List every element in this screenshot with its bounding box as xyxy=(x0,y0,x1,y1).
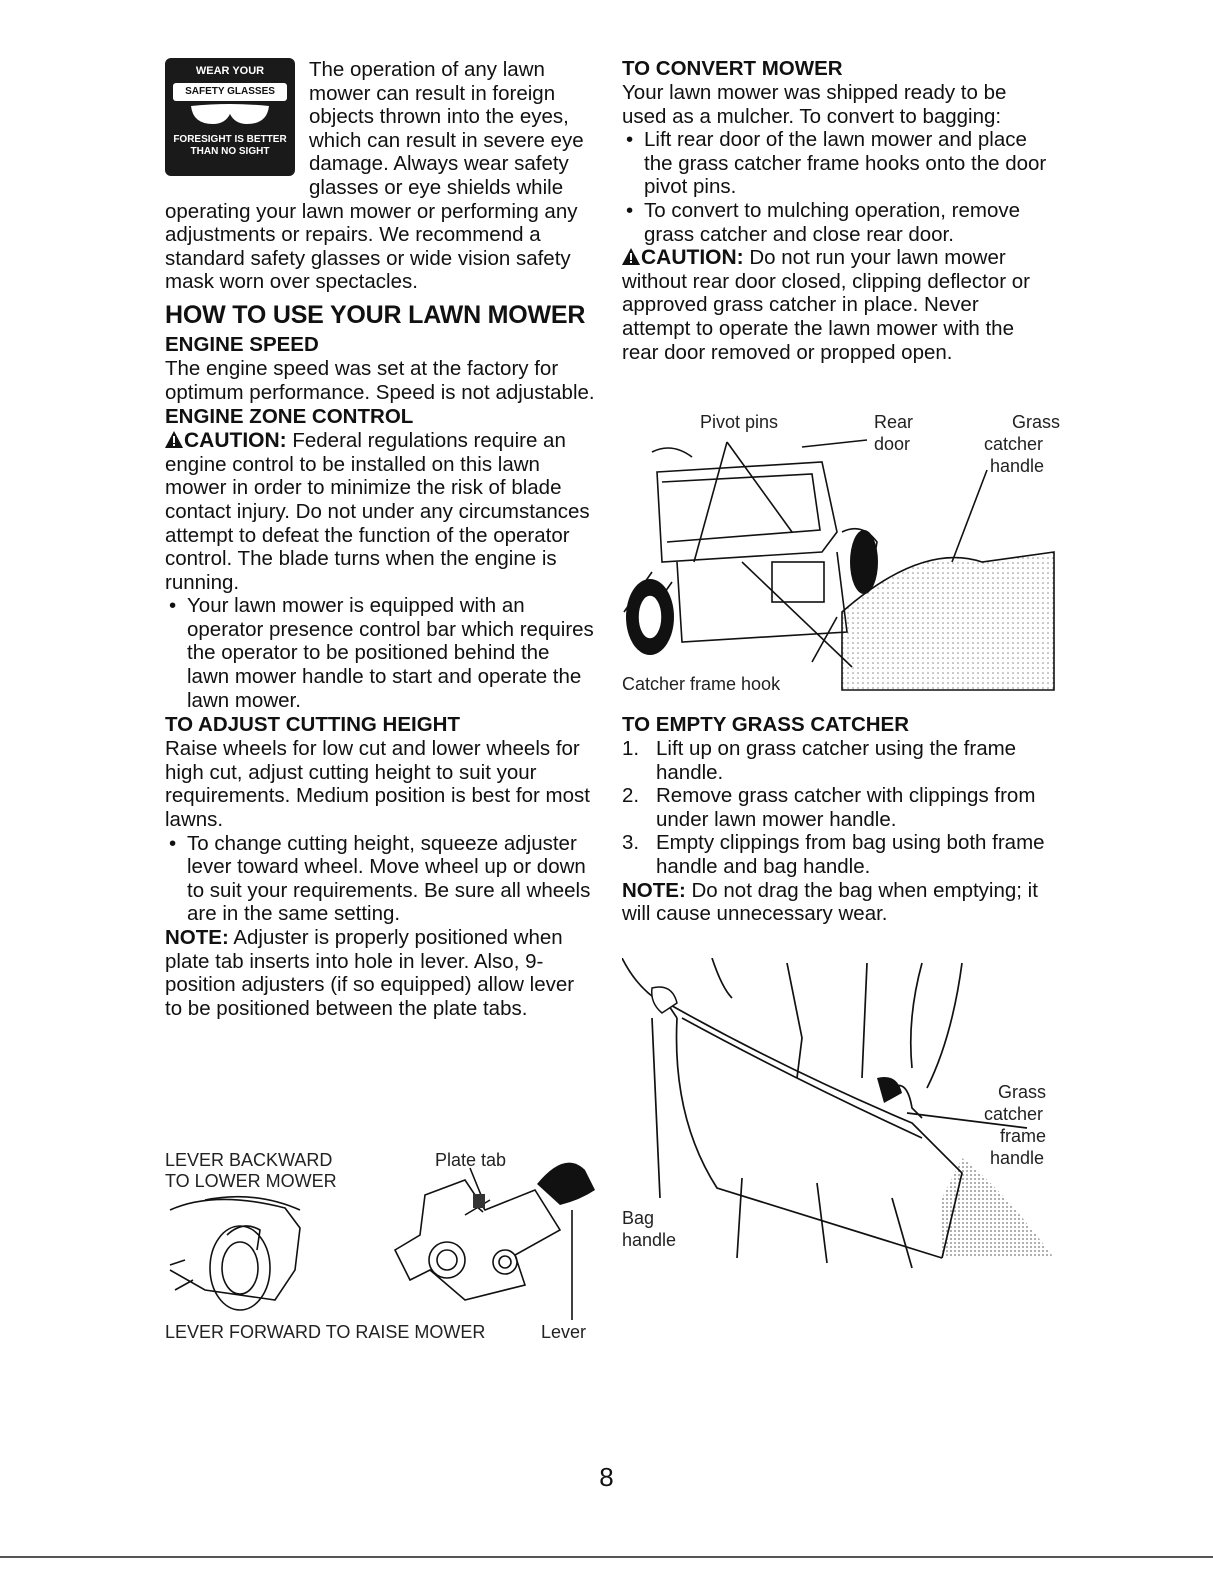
bottom-rule xyxy=(0,1556,1213,1558)
empty-catcher-steps xyxy=(622,737,1052,879)
convert-bullets xyxy=(622,128,1052,246)
label-rear-door-2: door xyxy=(874,434,911,454)
safety-goggles-icon xyxy=(189,104,271,126)
label-grass-catcher-3: handle xyxy=(990,456,1045,476)
label-grass-catcher-2: catcher xyxy=(984,434,1044,454)
intro-paragraph: The operation of any lawn mower can result in foreign objects thrown into the eyes, which can result in severe eye damage. Always wear safety glasses or eye shields while operating your lawn mower or performing any adjustments or repairs. We recommend a standard safety glasses or wide vision safety mask worn over spectacles. xyxy=(165,58,584,294)
list-item: 3. Empty clippings from bag using both frame handle and bag handle. xyxy=(622,831,1045,878)
label-frame-handle-4: handle xyxy=(990,1148,1045,1168)
label-plate-tab: Plate tab xyxy=(435,1150,507,1170)
engine-speed-text: The engine speed was set at the factory for optimum performance. Speed is not adjustable. xyxy=(165,356,595,404)
empty-catcher-note: NOTE: Do not drag the bag when emptying; it will cause unnecessary wear. xyxy=(622,878,1038,926)
label-frame-handle-3: frame xyxy=(1000,1126,1047,1146)
list-item: 2. Remove grass catcher with clippings from under lawn mower handle. xyxy=(622,784,1036,831)
list-item: 1. Lift up on grass catcher using the frame handle. xyxy=(622,737,1017,784)
list-item: • Lift rear door of the lawn mower and place the grass catcher frame hooks onto the door pivot pins. xyxy=(622,128,1052,199)
label-frame-handle-2: catcher xyxy=(984,1104,1044,1124)
left-column xyxy=(165,58,595,1020)
label-lever: Lever xyxy=(541,1322,587,1342)
warning-triangle-icon xyxy=(622,248,640,265)
engine-zone-bullets xyxy=(165,594,595,712)
list-item: • To convert to mulching operation, remove grass catcher and close rear door. xyxy=(622,199,1052,246)
convert-heading: TO CONVERT MOWER xyxy=(622,57,843,80)
engine-zone-heading: ENGINE ZONE CONTROL xyxy=(165,405,414,429)
empty-catcher-heading: TO EMPTY GRASS CATCHER xyxy=(622,713,910,736)
badge-line-2: SAFETY GLASSES xyxy=(173,83,287,101)
cutting-height-text: Raise wheels for low cut and lower wheels for high cut, adjust cutting height to suit your requirements. Medium position is best for most lawns. xyxy=(165,737,590,832)
label-frame-handle-1: Grass xyxy=(998,1082,1047,1102)
label-bag-handle-1: Bag xyxy=(622,1208,655,1228)
label-pivot-pins: Pivot pins xyxy=(700,412,779,432)
badge-line-1: WEAR YOUR xyxy=(195,65,265,77)
label-catcher-frame-hook: Catcher frame hook xyxy=(622,674,781,694)
safety-glasses-badge xyxy=(165,58,295,176)
label-bag-handle-2: handle xyxy=(622,1230,677,1250)
warning-triangle-icon xyxy=(165,431,183,448)
cutting-height-bullets xyxy=(165,832,595,926)
label-lever-forward: LEVER FORWARD TO RAISE MOWER xyxy=(165,1322,486,1342)
page-number: 8 xyxy=(599,1462,614,1492)
badge-line-3: FORESIGHT IS BETTER THAN NO SIGHT xyxy=(173,134,287,157)
bag-figure xyxy=(622,958,1057,1273)
lever-figure xyxy=(165,1150,600,1350)
section-title: HOW TO USE YOUR LAWN MOWER xyxy=(165,300,586,329)
engine-speed-heading: ENGINE SPEED xyxy=(165,332,319,356)
list-item: • Your lawn mower is equipped with an operator presence control bar which requires the operator to be positioned behind the lawn mower handle to start and operate the lawn mower. xyxy=(165,594,595,712)
list-item: • To change cutting height, squeeze adjuster lever toward wheel. Move wheel up or down to suit your requirements. Be sure all wheels are in the same setting. xyxy=(165,832,595,926)
label-grass-catcher-1: Grass xyxy=(1012,412,1061,432)
lever-adjuster-illustration xyxy=(165,1150,600,1350)
right-column-top xyxy=(622,56,1052,364)
label-lever-backward-2: TO LOWER MOWER xyxy=(165,1171,337,1191)
right-column-middle xyxy=(622,712,1052,926)
cutting-height-note: NOTE: Adjuster is properly positioned when plate tab inserts into hole in lever. Also, 9-position adjusters (if so equipped) allow lever to be positioned between the plate tabs. xyxy=(165,926,575,1020)
catcher-installation-illustration xyxy=(622,412,1057,697)
label-lever-backward-1: LEVER BACKWARD xyxy=(165,1150,333,1170)
catcher-figure xyxy=(622,412,1061,697)
label-rear-door-1: Rear xyxy=(874,412,914,432)
convert-text: Your lawn mower was shipped ready to be used as a mulcher. To convert to bagging: xyxy=(622,81,1007,128)
engine-zone-caution: CAUTION: Federal regulations require an engine control to be installed on this lawn mower in order to minimize the risk of blade contact injury. Do not under any circumstances attempt to defeat the function of the operator control. The blade turns when the engine is running. xyxy=(165,429,590,594)
cutting-height-heading: TO ADJUST CUTTING HEIGHT xyxy=(165,713,460,737)
convert-caution: CAUTION: Do not run your lawn mower without rear door closed, clipping deflector or approved grass catcher in place. Never attempt to operate the lawn mower with the rear door removed or propped open. xyxy=(622,246,1030,364)
